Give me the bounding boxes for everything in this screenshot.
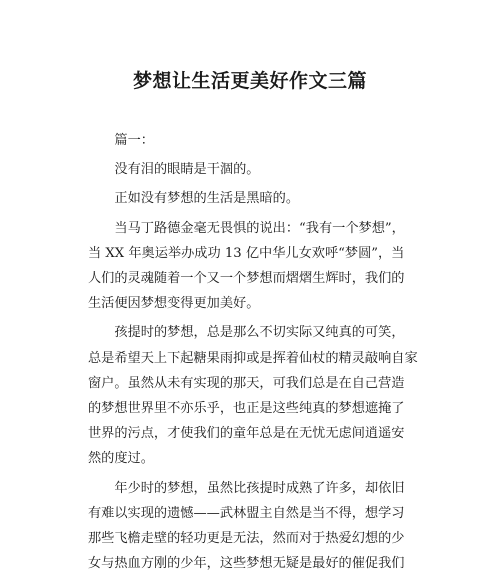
paragraph-line: 窗户。虽然从未有实现的那天，可我们总是在自己营造 bbox=[88, 375, 405, 391]
paragraph-line: 世界的污点，才使我们的童年总是在无忧无虑间逍遥安 bbox=[88, 426, 405, 442]
paragraph bbox=[88, 476, 418, 577]
paragraph-line: 的梦想世界里不亦乐乎，也正是这些纯真的梦想遮掩了 bbox=[88, 401, 405, 417]
paragraph bbox=[88, 216, 418, 317]
paragraph-line: 总是希望天上下起糖果雨抑或是挥着仙杖的精灵敲响自家 bbox=[88, 350, 418, 366]
paragraph-line: 正如没有梦想的生活是黑暗的。 bbox=[114, 191, 300, 207]
paragraph-line: 人们的灵魂随着一个又一个梦想而熠熠生辉时，我们的 bbox=[88, 271, 405, 287]
paragraph-line: 没有泪的眼睛是干涸的。 bbox=[114, 162, 260, 178]
paragraph-line: 那些飞檐走壁的轻功更是无法，然而对于热爱幻想的少 bbox=[88, 531, 405, 547]
paragraph-line: 孩提时的梦想，总是那么不切实际又纯真的可笑， bbox=[114, 325, 405, 341]
paragraph-line: 年少时的梦想，虽然比孩提时成熟了许多，却依旧 bbox=[114, 480, 405, 496]
paragraph-line: 篇一： bbox=[114, 133, 154, 148]
paragraph-line: 女与热血方刚的少年，这些梦想无疑是最好的催促我们 bbox=[88, 556, 405, 572]
paragraph-line: 有难以实现的遗憾——武林盟主自然是当不得，想学习 bbox=[88, 505, 405, 521]
paragraph bbox=[88, 157, 418, 182]
paragraph bbox=[88, 186, 418, 211]
paragraph-line: 然的度过。 bbox=[88, 451, 154, 467]
paragraph-line: 当马丁路德金毫无畏惧的说出：“我有一个梦想”， bbox=[114, 220, 405, 236]
paragraph bbox=[88, 320, 418, 471]
paragraph-line: 生活便因梦想变得更加美好。 bbox=[88, 296, 260, 312]
paragraph-line: 当 XX 年奥运举办成功 13 亿中华儿女欢呼“梦圆”，当 bbox=[88, 245, 405, 261]
paragraph bbox=[88, 128, 418, 153]
document-body bbox=[88, 128, 418, 580]
document-title: 梦想让生活更美好作文三篇 bbox=[132, 70, 367, 92]
